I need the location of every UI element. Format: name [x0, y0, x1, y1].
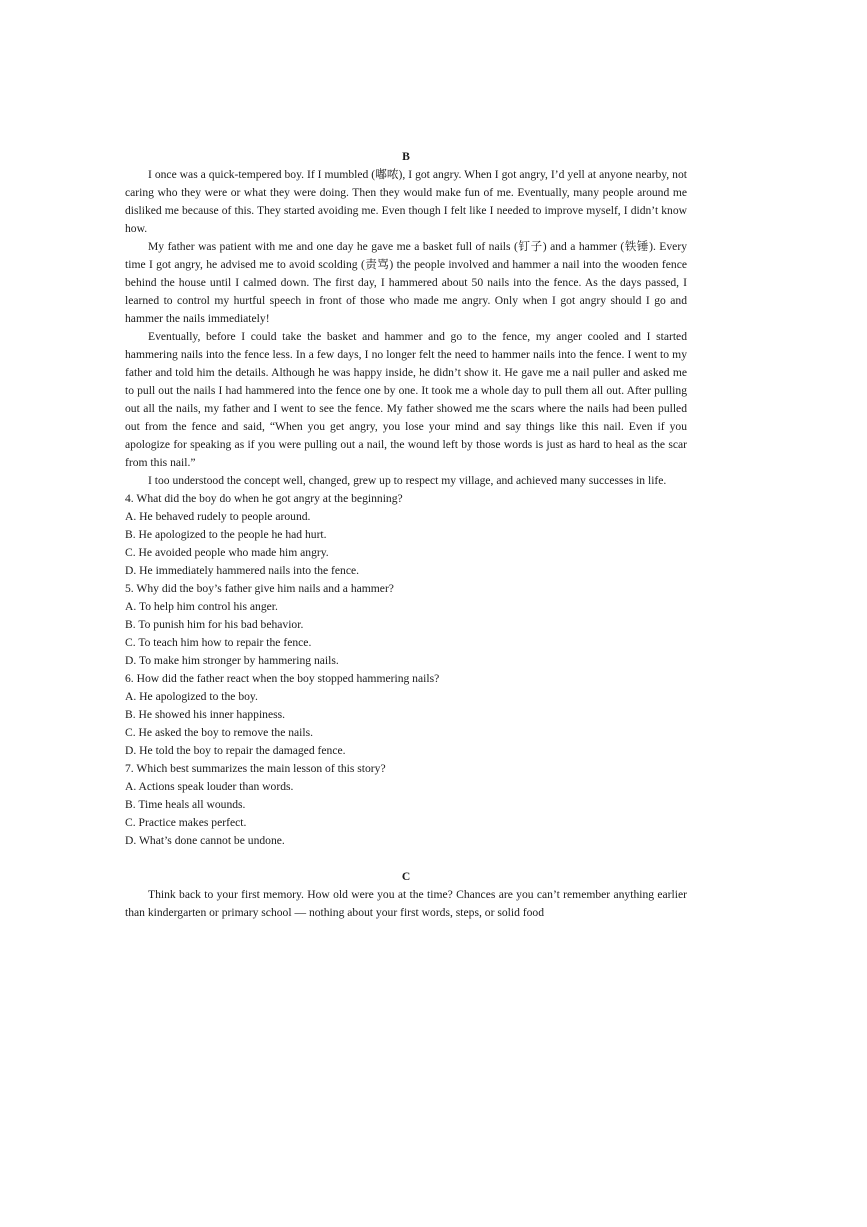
option-a: A. He behaved rudely to people around. — [125, 510, 311, 523]
option-c: C. He asked the boy to remove the nails. — [125, 726, 314, 739]
section-b — [125, 148, 687, 490]
exam-page — [125, 148, 687, 922]
option-b: B. Time heals all wounds. — [125, 798, 246, 811]
question-7 — [125, 760, 687, 850]
option-b: B. To punish him for his bad behavior. — [125, 618, 304, 631]
question-list — [125, 490, 687, 850]
option-b: B. He apologized to the people he had hurt. — [125, 528, 327, 541]
option-d: D. He told the boy to repair the damaged fence. — [125, 744, 346, 757]
option-a: A. To help him control his anger. — [125, 600, 278, 613]
section-c — [125, 868, 687, 922]
question-stem: 7. Which best summarizes the main lesson of this story? — [125, 762, 386, 775]
option-a: A. He apologized to the boy. — [125, 690, 258, 703]
option-d: D. What’s done cannot be undone. — [125, 834, 285, 847]
question-stem: 4. What did the boy do when he got angry at the beginning? — [125, 492, 403, 505]
passage-paragraph: I once was a quick-tempered boy. If I mumbled (嘟哝), I got angry. When I got angry, I’d yell at anyone nearby, not caring who they were or what they were doing. Then they would make fun of me. Eventually, many people around me disliked me because of this. They started avoiding me. Even though I felt like I needed to improve myself, I didn’t know how. — [125, 168, 687, 235]
section-b-title: B — [402, 150, 410, 163]
option-c: C. Practice makes perfect. — [125, 816, 247, 829]
question-stem: 6. How did the father react when the boy stopped hammering nails? — [125, 672, 440, 685]
option-b: B. He showed his inner happiness. — [125, 708, 286, 721]
option-d: D. To make him stronger by hammering nails. — [125, 654, 339, 667]
option-c: C. He avoided people who made him angry. — [125, 546, 329, 559]
passage-paragraph: Think back to your first memory. How old were you at the time? Chances are you can’t remember anything earlier than kindergarten or primary school — nothing about your first words, steps, or solid food — [125, 888, 687, 919]
option-a: A. Actions speak louder than words. — [125, 780, 294, 793]
question-5 — [125, 580, 687, 670]
question-stem: 5. Why did the boy’s father give him nails and a hammer? — [125, 582, 394, 595]
option-d: D. He immediately hammered nails into the fence. — [125, 564, 360, 577]
question-6 — [125, 670, 687, 760]
option-c: C. To teach him how to repair the fence. — [125, 636, 312, 649]
section-c-title: C — [401, 870, 411, 883]
passage-paragraph: I too understood the concept well, changed, grew up to respect my village, and achieved many successes in life. — [148, 474, 667, 487]
passage-paragraph: Eventually, before I could take the basket and hammer and go to the fence, my anger cooled and I started hammering nails into the fence less. In a few days, I no longer felt the need to hammer nails into the fence. I went to my father and told him the details. Although he was happy inside, he didn’t show it. He gave me a nail puller and asked me to pull out the nails I had hammered into the fence one by one. It took me a whole day to pull them all out. After pulling out all the nails, my father and I went to see the fence. My father showed me the scars where the nails had been pulled out from the fence and said, “When you get angry, you lose your mind and say things like this nail. Even if you apologize for speaking as if you were pulling out a nail, the wound left by those words is just as hard to heal as the scar from this nail.” — [125, 330, 687, 469]
question-4 — [125, 490, 687, 580]
passage-paragraph: My father was patient with me and one day he gave me a basket full of nails (钉子) and a hammer (铁锤). Every time I got angry, he advised me to avoid scolding (责骂) the people involved and hammer a nail into the wooden fence behind the house until I calmed down. The first day, I hammered about 50 nails into the fence. As the days passed, I learned to control my hurtful speech in front of those who made me angry. Only when I got angry should I go and hammer the nails immediately! — [125, 240, 687, 325]
